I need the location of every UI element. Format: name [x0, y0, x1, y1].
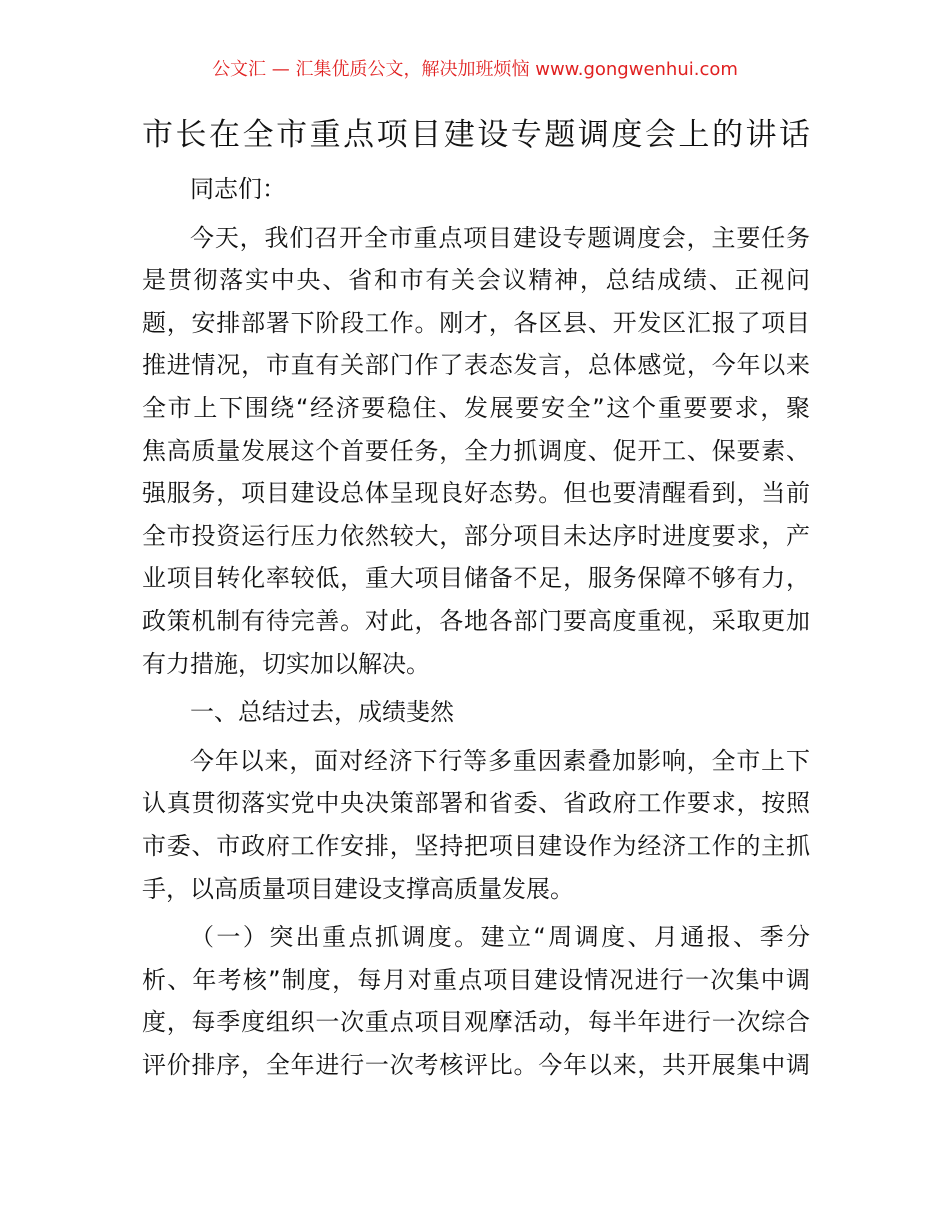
document-body [142, 168, 810, 1086]
text-line: 业项目转化率较低，重大项目储备不足，服务保障不够有力， [142, 564, 810, 593]
text-line: 今年以来，面对经济下行等多重因素叠加影响，全市上下 [190, 746, 810, 775]
watermark-header: 公文汇 — 汇集优质公文，解决加班烦恼 www.gongwenhui.com [212, 59, 738, 80]
text-line: 焦高质量发展这个首要任务，全力抓调度、促开工、保要素、 [142, 436, 810, 465]
text-line: 今天，我们召开全市重点项目建设专题调度会，主要任务 [190, 223, 810, 252]
text-line: 题，安排部署下阶段工作。刚才，各区县、开发区汇报了项目 [142, 308, 810, 337]
salutation: 同志们： [190, 175, 286, 203]
paragraph-summary [142, 740, 810, 910]
text-line: 全市投资运行压力依然较大，部分项目未达序时进度要求，产 [142, 521, 810, 550]
text-line: 度，每季度组织一次重点项目观摩活动，每半年进行一次综合 [142, 1008, 810, 1037]
paragraph-intro [142, 217, 810, 686]
text-line: 认真贯彻落实党中央决策部署和省委、省政府工作要求，按照 [142, 789, 810, 818]
text-line: 政策机制有待完善。对此，各地各部门要高度重视，采取更加 [142, 606, 810, 635]
text-line: 析、年考核”制度，每月对重点项目建设情况进行一次集中调 [142, 965, 810, 994]
text-line: （一）突出重点抓调度。建立“周调度、月通报、季分 [190, 923, 810, 952]
text-line: 全市上下围绕“经济要稳住、发展要安全”这个重要要求，聚 [142, 393, 810, 422]
text-line: 强服务，项目建设总体呈现良好态势。但也要清醒看到，当前 [142, 479, 810, 508]
section-heading: 一、总结过去，成绩斐然 [190, 698, 454, 727]
text-line: 手，以高质量项目建设支撑高质量发展。 [142, 874, 574, 903]
text-line: 有力措施，切实加以解决。 [142, 649, 430, 678]
text-line: 推进情况，市直有关部门作了表态发言，总体感觉，今年以来 [142, 351, 810, 380]
paragraph-scheduling [142, 916, 810, 1086]
text-line: 市委、市政府工作安排，坚持把项目建设作为经济工作的主抓 [142, 831, 810, 860]
text-line: 评价排序，全年进行一次考核评比。今年以来，共开展集中调 [142, 1050, 810, 1079]
text-line: 是贯彻落实中央、省和市有关会议精神，总结成绩、正视问 [142, 266, 810, 295]
document-title: 市长在全市重点项目建设专题调度会上的讲话 [142, 117, 810, 153]
